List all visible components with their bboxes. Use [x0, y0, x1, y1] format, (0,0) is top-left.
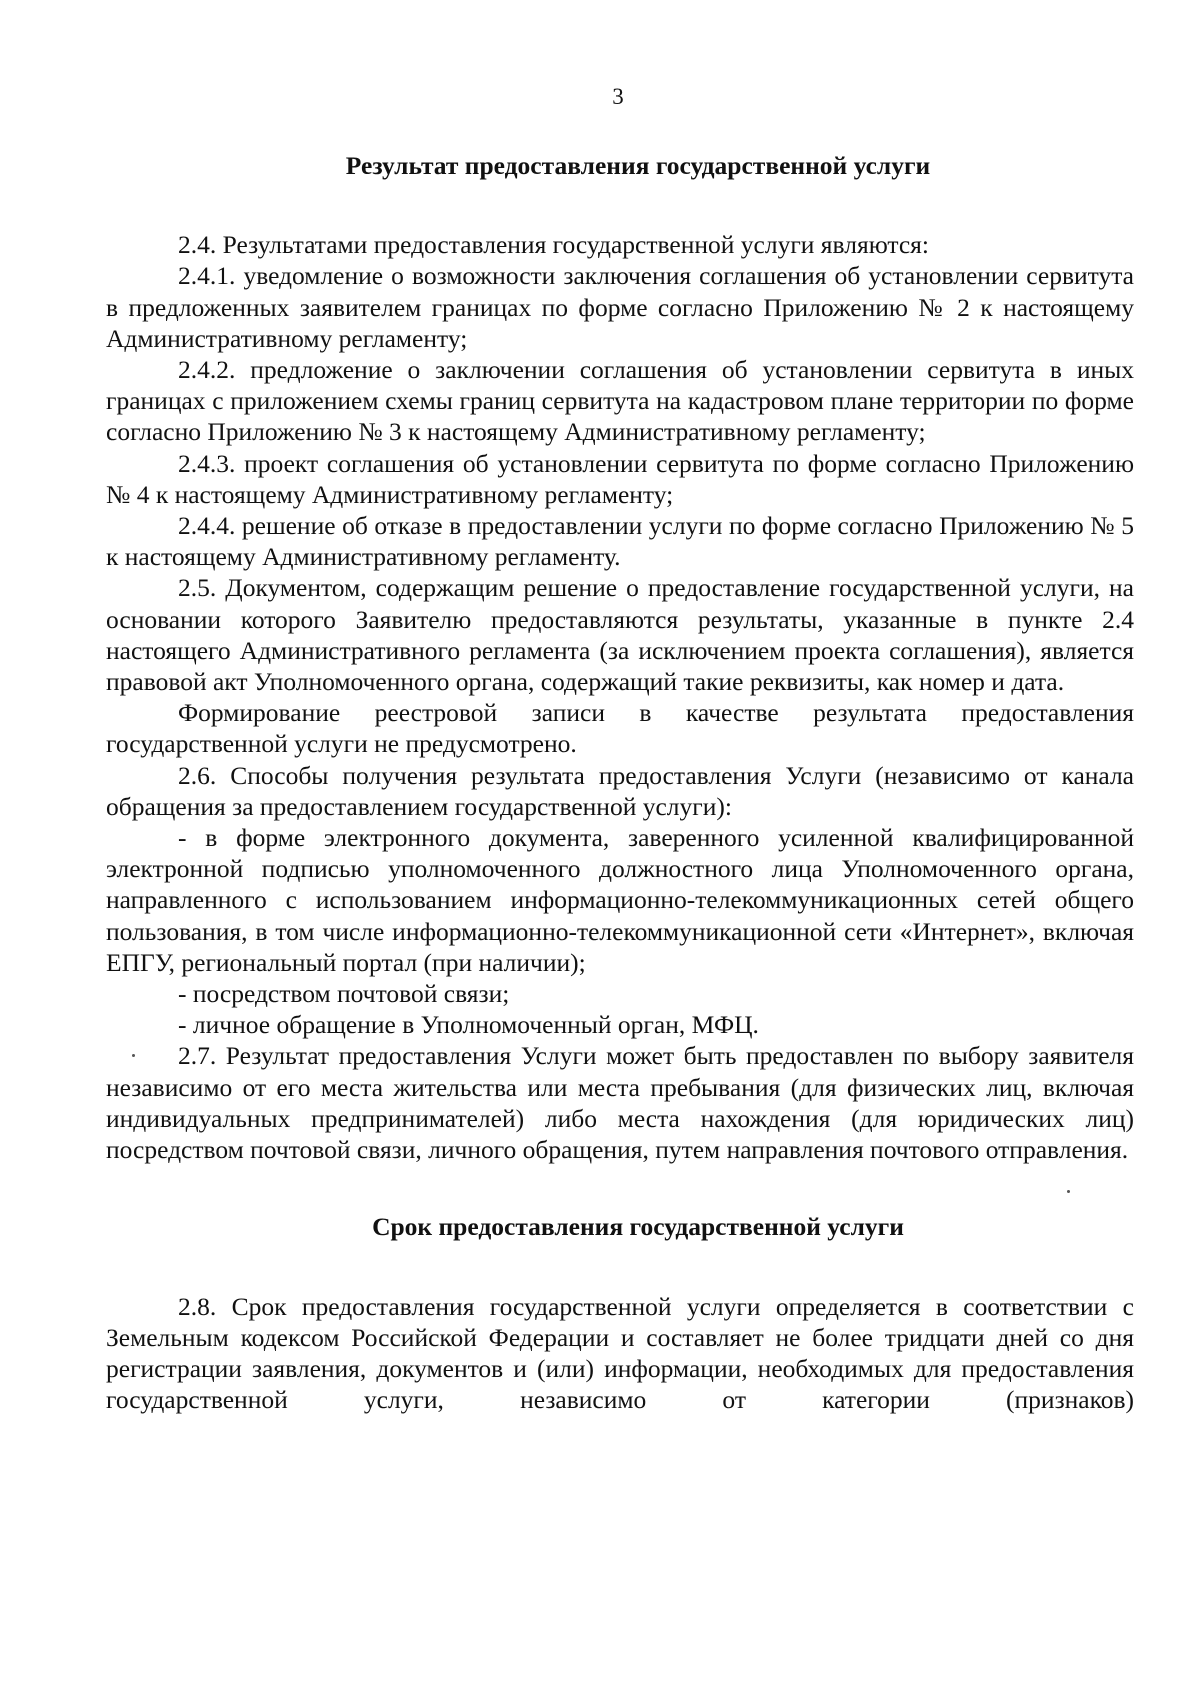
paragraph-2-4: 2.4. Результатами предоставления государственной услуги являются: — [178, 230, 929, 260]
document-body — [106, 150, 1134, 1415]
paragraph-2-4-3: 2.4.3. проект соглашения об установлении сервитута по форме согласно Приложению № 4 к настоящему Административному регламенту; — [106, 448, 1134, 509]
paragraph-2-4-1: 2.4.1. уведомление о возможности заключения соглашения об установлении сервитута в предложенных заявителем границах по форме согласно Приложению № 2 к настоящему Административному регламенту; — [106, 261, 1134, 353]
list-item-electronic-document: - в форме электронного документа, заверенного усиленной квалифицированной электронной подписью уполномоченного должностного лица Уполномоченного органа, направленного с использованием информационно-телекоммуникационных сетей общего пользования, в том числе информационно-телекоммуникационной сети «Интернет», включая ЕПГУ, региональный портал (при наличии); — [106, 823, 1134, 977]
list-item-personal-visit: - личное обращение в Уполномоченный орган, МФЦ. — [178, 1010, 759, 1040]
scan-speck — [132, 1054, 135, 1057]
list-item-postal: - посредством почтовой связи; — [178, 979, 510, 1009]
paragraph-2-4-4: 2.4.4. решение об отказе в предоставлении услуги по форме согласно Приложению № 5 к настоящему Административному регламенту. — [106, 511, 1134, 572]
paragraph-registry-record: Формирование реестровой записи в качестве результата предоставления государственной услуги не предусмотрено. — [106, 698, 1134, 759]
section-heading-result: Результат предоставления государственной услуги — [345, 151, 931, 180]
section-heading-term: Срок предоставления государственной услуги — [372, 1212, 904, 1242]
paragraph-2-5: 2.5. Документом, содержащим решение о предоставление государственной услуги, на основании которого Заявителю предоставляются результаты, указанные в пункте 2.4 настоящего Административного регламента (за исключением проекта соглашения), является правовой акт Уполномоченного органа, содержащий такие реквизиты, как номер и дата. — [106, 573, 1134, 697]
paragraph-2-8: 2.8. Срок предоставления государственной услуги определяется в соответствии с Земельным кодексом Российской Федерации и составляет не более тридцати дней со дня регистрации заявления, документов и (или) информации, необходимых для предоставления государственной услуги, независимо от категории (признаков) — [106, 1291, 1134, 1415]
paragraph-2-7: 2.7. Результат предоставления Услуги может быть предоставлен по выбору заявителя независимо от его места жительства или места пребывания (для физических лиц, включая индивидуальных предпринимателей) либо места нахождения (для юридических лиц) посредством почтовой связи, личного обращения, путем направления почтового отправления. — [106, 1041, 1134, 1165]
page-number: 3 — [612, 84, 624, 109]
scan-speck — [1067, 1190, 1070, 1193]
paragraph-2-4-2: 2.4.2. предложение о заключении соглашения об установлении сервитута в иных границах с приложением схемы границ сервитута на кадастровом плане территории по форме согласно Приложению № 3 к настоящему Административному регламенту; — [106, 355, 1134, 447]
paragraph-2-6: 2.6. Способы получения результата предоставления Услуги (независимо от канала обращения за предоставлением государственной услуги): — [106, 760, 1134, 821]
